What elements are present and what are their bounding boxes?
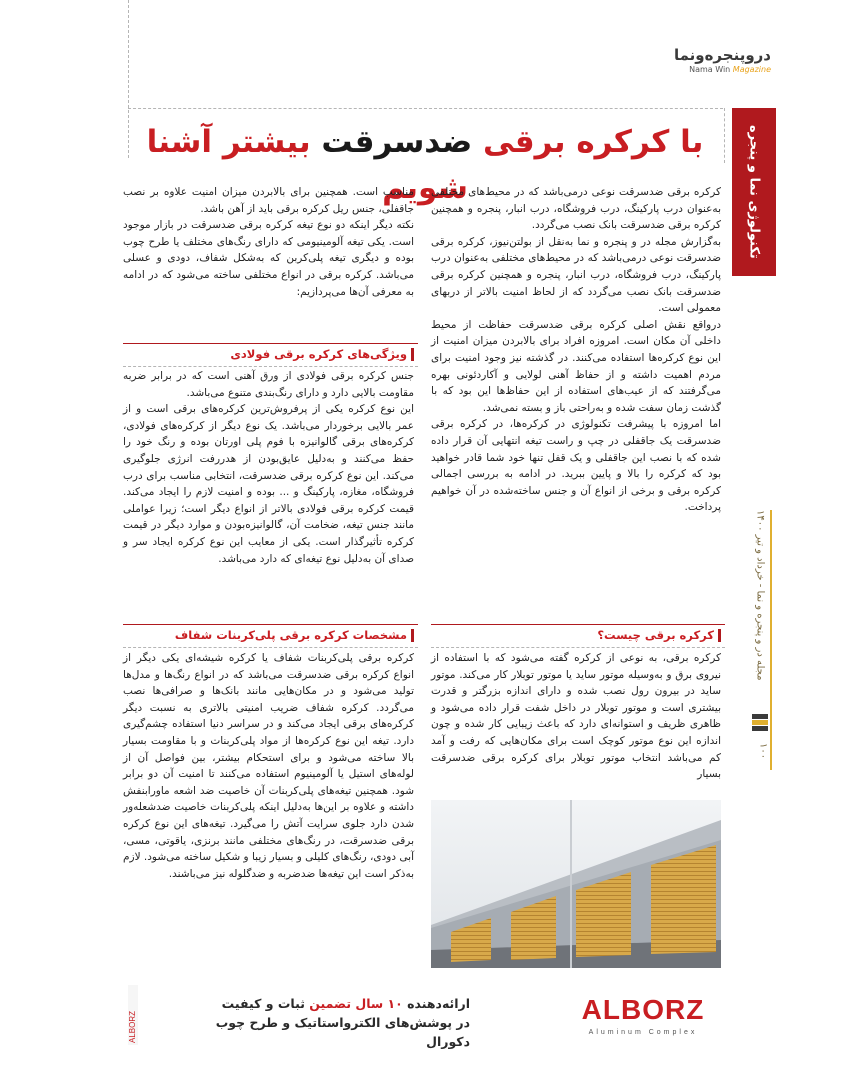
magazine-logo <box>636 46 771 86</box>
page-number: ۱۰۰ <box>757 743 769 760</box>
steel-heading-text: ویژگی‌های کرکره برقی فولادی <box>230 347 407 361</box>
alborz-brand-text: ALBORZ <box>581 994 705 1025</box>
frame-divider-right <box>724 108 725 163</box>
body-paragraph: جنس کرکره برقی فولادی از ورق آهنی است که در برابر ضربه مقاومت بالایی دارد و دارای رنگ‌بندی متنوع می‌باشد. <box>123 370 414 399</box>
intro-column <box>431 184 721 612</box>
frame-divider-vertical <box>128 0 129 158</box>
steel-section-body <box>123 368 414 610</box>
left-top-column <box>123 184 414 334</box>
poly-section-body <box>123 650 414 960</box>
body-paragraph: نکته دیگر اینکه دو نوع تیغه کرکره برقی ضدسرقت در بازار موجود است. یکی تیغه آلومینیومی که دارای رنگ‌های مختلف یا طرح چوب بوده و دیگری تیغه پلی‌کربن که به‌شکل شفاف، دودی و عسلی می‌باشد. کرکره برقی در انواع مختلفی ساخته می‌شود که در ادامه به معرفی آن‌ها می‌پردازیم: <box>123 219 414 298</box>
intro-paragraph: به‌گزارش مجله در و پنجره و نما به‌نقل از بولتن‌نیوز، کرکره برقی ضدسرقت نوعی درمی‌باشد که در محیط‌های مختلفی به‌عنوان درب پارکینگ، درب فروشگاه، درب انبار، پنجره و همچنین کرکره برقی ضدسرقت بانک نصب می‌گردد که از لحاظ امنیت بالاتر از دربهای معمولی است. <box>431 235 721 315</box>
ad-slogan <box>190 994 470 1049</box>
logo-sub-prefix: Nama Win <box>689 65 731 74</box>
heading-bar <box>411 629 414 642</box>
intro-paragraph: اما امروزه با پیشرفت تکنولوژی در کرکره‌ها، در کرکره برقی ضدسرقت یک جاقفلی در چپ و راست تیغه انتهایی آن قرار داده شده که با نصب این جاقفلی و یک قفل تنها خود شما قادر خواهید بود که کرکره را بالا و پایین ببرید. در ادامه به بررسی اجمالی کرکره برقی و برخی از انواع آن و جنس ساخته‌شده در آن خواهیم پرداخت. <box>431 418 721 514</box>
poly-section-heading <box>123 624 418 648</box>
issue-info: مجله در و پنجره و نما - خرداد و تیر ۱۴۰۰ <box>754 510 766 681</box>
body-paragraph: مناسب است. همچنین برای بالابردن میزان امنیت علاوه بر نصب جاقفلی، جنس ریل کرکره برقی باید از آهن باشد. <box>123 186 414 215</box>
title-part-3: بیشتر آشنا شویم <box>146 124 468 206</box>
body-paragraph: کرکره برقی پلی‌کربنات شفاف یا کرکره شیشه‌ای یکی دیگر از انواع کرکره برقی ضدسرقت می‌باشد که در انواع رنگ‌ها و مدل‌ها تولید می‌شود و در مکان‌هایی مانند بانک‌ها و صرافی‌ها نصب می‌گردد. کرکره شفاف ضریب امنیتی بالاتری به نسبت دیگر کرکره‌های برقی ایجاد می‌کند و در سراسر دنیا استفاده چشم‌گیری دارد. تیغه این نوع کرکره‌ها از مواد پلی‌کربنات و با مقاومت بسیار بالا ساخته می‌شود و برای استحکام بیشتر، بین فواصل آن از لوله‌های استیل یا آلومینیوم استفاده می‌کنند تا امنیت آن دو برابر شود. همچنین تیغه‌های پلی‌کربنات آن خاصیت ضد اشعه ماورابنفش داشته و علاوه بر این‌ها به‌دلیل اینکه پلی‌کربنات خاصیت ضدشعله‌ور شدن دارد جلوی سرایت آتش را می‌گیرد. تیغه‌های این نوع کرکره برقی ضدسرقت، در رنگ‌های مختلفی مانند برنزی، یاقوتی، مسی، آبی دودی، رنگ‌های کلیلی و بسیار زیبا و شکیل ساخته می‌شود. لازم به‌ذکر است این تیغه‌ها ضدضربه و ضدگلوله نیز می‌باشند. <box>123 652 414 880</box>
what-heading-text: کرکره برقی چیست؟ <box>597 628 714 642</box>
heading-bar <box>411 348 414 361</box>
body-paragraph: کرکره برقی، به نوعی از کرکره گفته می‌شود که با استفاده از نیروی برق و به‌وسیله موتور ساید یا موتور توبلار کار می‌کند. موتور ساید در بیرون رول نصب شده و دارای اندازه بزرگتر و قدرت بیشتری است و موتور توبلار در داخل شفت قرار داده می‌شود و ظاهری ظریف و استوانه‌ای دارد که باعث زیبایی کار شده و چون اندازه این نوع موتور کوچک است برای مکان‌هایی که رفت و آمد کم می‌باشد انتخاب موتور توبلار برای کرکره برقی ضدسرقت بسیار <box>431 652 721 781</box>
intro-paragraph: درواقع نقش اصلی کرکره برقی ضدسرقت حفاظت از محیط داخلی آن مکان است. امروزه افراد برای بالابردن میزان امنیت از این نوع کرکره‌ها استفاده می‌کنند. در گذشته نیز وجود امنیت برای مردم اهمیت داشته و از حفاظ آهنی لولایی و آکاردئونی بهره می‌گرفتند که از عیب‌های استفاده از این حفاظ‌ها این بود که با گذشت زمان سفت شده و به‌راحتی باز و بسته نمی‌شد. <box>431 318 721 414</box>
ad-side-brand-mark <box>128 985 138 1045</box>
steel-section-heading <box>123 343 418 367</box>
intro-paragraph: کرکره برقی ضدسرقت نوعی درمی‌باشد که در محیط‌های مختلفی به‌عنوان درب پارکینگ، درب فروشگاه، درب انبار، پنجره و همچنین کرکره برقی ضدسرقت بانک نصب می‌گردد. <box>431 186 721 232</box>
alborz-logo <box>555 992 730 1037</box>
body-paragraph: این نوع کرکره یکی از پرفروش‌ترین کرکره‌های برقی است و از عمر بالایی برخوردار می‌باشد. یک نوع دیگر از کرکره‌های فولادی، کرکره‌های برقی گالوانیزه با فوم پلی اورتان بوده و رنگ خود را حفظ می‌کنند و به‌دلیل عایق‌بودن از هدررفت انرژی جلوگیری می‌کند. این نوع کرکره برقی ضدسرقت، انتخابی مناسب برای درب فروشگاه، مغازه، پارکینگ و ... بوده و امنیت لازم را ایجاد می‌کند. قیمت کرکره برقی فولادی بالاتر از انواع دیگر است؛ زیرا عواملی مانند جنس تیغه، ضخامت آن، گالوانیزه‌بودن و موارد دیگر در قیمت کرکره تأثیرگذار است. یکی از معایب این نوع کرکره ایجاد سر و صدای آن به‌دلیل نوع تیغه‌ای که دارد می‌باشد. <box>123 403 414 565</box>
ad-line1-suffix: ثبات و کیفیت <box>221 996 305 1011</box>
what-section-heading <box>431 624 725 648</box>
title-part-1: با کرکره برقی <box>482 124 704 160</box>
what-section-body <box>431 650 721 795</box>
poly-heading-text: مشخصات کرکره برقی پلی‌کربنات شفاف <box>174 628 407 642</box>
frame-divider-horizontal <box>128 108 723 109</box>
ad-side-brand: ALBORZ <box>128 1010 137 1043</box>
section-tab-label: تکنولوژی نما و پنجره <box>746 125 762 259</box>
magazine-logo-sub <box>636 64 771 76</box>
magazine-icon <box>749 712 771 734</box>
magazine-logo-name: دروپنجره‌ونما <box>673 46 771 64</box>
heading-bar <box>718 629 721 642</box>
warehouse-shutter-photo <box>431 800 721 968</box>
ad-line-2: در پوشش‌های الکترواستاتیک و طرح چوب دکورال <box>215 1015 470 1049</box>
alborz-brand-sub: Aluminum Complex <box>588 1029 698 1036</box>
ad-line1-highlight: ۱۰ سال تضمین <box>309 996 403 1011</box>
title-part-2: ضدسرقت <box>321 124 473 160</box>
logo-sub-suffix: Magazine <box>732 65 771 74</box>
ad-line-1 <box>190 994 470 1013</box>
ad-line1-prefix: ارائه‌دهنده <box>407 996 470 1011</box>
